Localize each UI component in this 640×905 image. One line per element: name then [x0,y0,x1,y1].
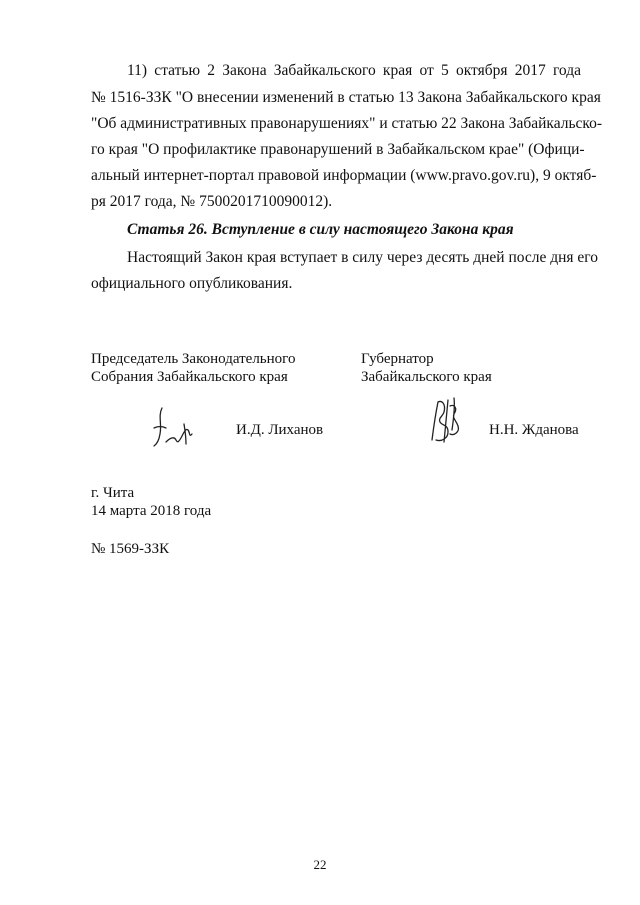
item11-line-2: № 1516-ЗЗК "О внесении изменений в статью 13 Закона Забайкальского края [91,89,601,106]
document-number: № 1569-ЗЗК [91,541,170,557]
item11-line-4: го края "О профилактике правонарушений в Забайкальском крае" (Офици- [91,141,585,158]
governor-title-line-1: Губернатор [361,351,434,367]
article26-text-line-1: Настоящий Закон края вступает в силу через десять дней после дня его [127,249,599,266]
chairman-title-line-2: Собрания Забайкальского края [91,369,288,385]
item11-line-5: альный интернет-портал правовой информации (www.pravo.gov.ru), 9 октяб- [91,167,597,184]
item11-line-3: "Об административных правонарушениях" и статью 22 Закона Забайкальско- [91,115,603,132]
document-date: 14 марта 2018 года [91,503,212,519]
page-number: 22 [313,857,327,872]
item11-line-6: ря 2017 года, № 7500201710090012). [91,193,333,210]
article26-heading: Статья 26. Вступление в силу настоящего Закона края [127,221,514,238]
governor-name: Н.Н. Жданова [489,422,579,438]
governor-signature [428,396,468,448]
document-place: г. Чита [91,485,135,501]
chairman-signature [148,404,200,452]
chairman-name: И.Д. Лиханов [236,422,324,438]
chairman-title-line-1: Председатель Законодательного [91,351,296,367]
governor-title-line-2: Забайкальского края [361,369,492,385]
item11-line-1: 11) статью 2 Закона Забайкальского края от 5 октября 2017 года [127,62,581,79]
article26-text-line-2: официального опубликования. [91,275,293,292]
